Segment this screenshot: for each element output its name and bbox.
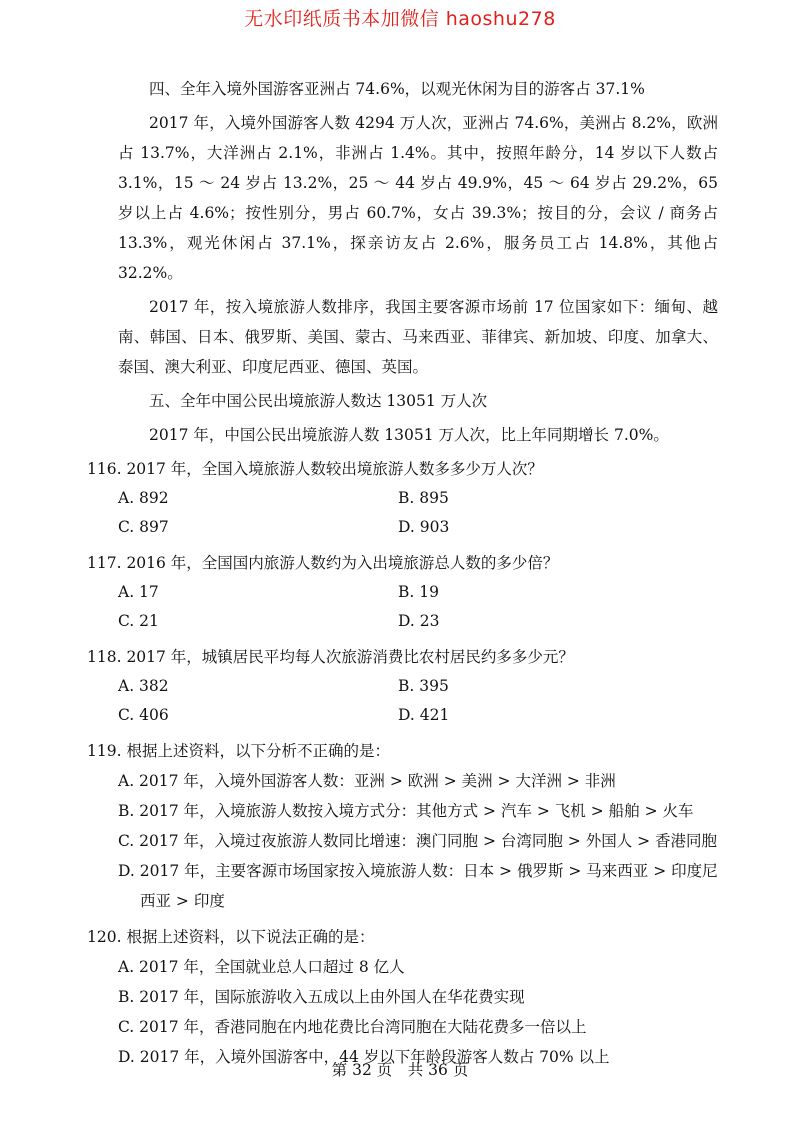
option-a: A. 2017 年，全国就业总人口超过 8 亿人 bbox=[118, 958, 405, 976]
option-a: A. 2017 年，入境外国游客人数：亚洲 > 欧洲 > 美洲 > 大洋洲 > 非洲 bbox=[118, 772, 616, 790]
option-d: D. 2017 年，主要客源市场国家按入境旅游人数：日本 > 俄罗斯 > 马来西亚 > 印度尼西亚 > 印度 bbox=[118, 862, 718, 910]
option-a: A. 382 bbox=[118, 677, 169, 695]
question-stem: 119. 根据上述资料，以下分析不正确的是： bbox=[87, 742, 390, 760]
option-d: D. 2017 年，入境外国游客中，44 岁以下年龄段游客人数占 70% 以上 bbox=[118, 1048, 610, 1066]
option-a: A. 892 bbox=[118, 489, 169, 507]
question-117 bbox=[87, 548, 718, 636]
question-116 bbox=[87, 454, 718, 542]
question-stem: 120. 根据上述资料，以下说法正确的是： bbox=[87, 928, 375, 946]
paragraph-foreign-tourists: 2017 年，入境外国游客人数 4294 万人次，亚洲占 74.6%，美洲占 8.2%，欧洲占 13.7%，大洋洲占 2.1%，非洲占 1.4%。其中，按照年龄分，14 岁以下人数占 3.1%，15 ～ 24 岁占 13.2%，25 ～ 44 岁占 49.9%，45 ～ 64 岁占 29.2%，65 岁以上占 4.6%；按性别分，男占 60.7%，女占 39.3%；按目的分，会议 / 商务占 13.3%，观光休闲占 37.1%，探亲访友占 2.6%，服务员工占 14.8%，其他占 32.2%。 bbox=[118, 114, 718, 282]
question-stem: 117. 2016 年，全国国内旅游人数约为入出境旅游总人数的多少倍？ bbox=[87, 554, 559, 572]
question-118 bbox=[87, 642, 718, 730]
paragraph-outbound: 2017 年，中国公民出境旅游人数 13051 万人次，比上年同期增长 7.0%。 bbox=[149, 426, 669, 444]
option-b: B. 19 bbox=[398, 583, 439, 601]
option-d: D. 903 bbox=[398, 518, 450, 536]
option-b: B. 395 bbox=[398, 677, 449, 695]
question-stem: 118. 2017 年，城镇居民平均每人次旅游消费比农村居民约多多少元？ bbox=[87, 648, 574, 666]
page-number: 第 32 页 共 36 页 bbox=[331, 1061, 469, 1079]
option-c: C. 406 bbox=[118, 706, 169, 724]
section-heading-5: 五、全年中国公民出境旅游人数达 13051 万人次 bbox=[149, 392, 488, 410]
question-119 bbox=[87, 736, 718, 916]
question-120 bbox=[87, 922, 718, 1072]
section-heading-4: 四、全年入境外国游客亚洲占 74.6%，以观光休闲为目的游客占 37.1% bbox=[149, 80, 645, 98]
option-c: C. 2017 年，入境过夜旅游人数同比增速：澳门同胞 > 台湾同胞 > 外国人 > 香港同胞 bbox=[118, 832, 718, 850]
option-c: C. 897 bbox=[118, 518, 169, 536]
question-stem: 116. 2017 年，全国入境旅游人数较出境旅游人数多多少万人次？ bbox=[87, 460, 543, 478]
option-c: C. 21 bbox=[118, 612, 159, 630]
option-b: B. 2017 年，入境旅游人数按入境方式分：其他方式 > 汽车 > 飞机 > 船舶 > 火车 bbox=[118, 802, 694, 820]
option-c: C. 2017 年，香港同胞在内地花费比台湾同胞在大陆花费多一倍以上 bbox=[118, 1018, 587, 1036]
option-d: D. 23 bbox=[398, 612, 440, 630]
option-b: B. 895 bbox=[398, 489, 449, 507]
page-content bbox=[87, 74, 718, 1078]
watermark-text: 无水印纸质书本加微信 haoshu278 bbox=[244, 8, 556, 30]
option-b: B. 2017 年，国际旅游收入五成以上由外国人在华花费实现 bbox=[118, 988, 525, 1006]
option-d: D. 421 bbox=[398, 706, 450, 724]
option-a: A. 17 bbox=[118, 583, 159, 601]
paragraph-source-markets: 2017 年，按入境旅游人数排序，我国主要客源市场前 17 位国家如下：缅甸、越南、韩国、日本、俄罗斯、美国、蒙古、马来西亚、菲律宾、新加坡、印度、加拿大、泰国、澳大利亚、印度尼西亚、德国、英国。 bbox=[118, 298, 718, 376]
